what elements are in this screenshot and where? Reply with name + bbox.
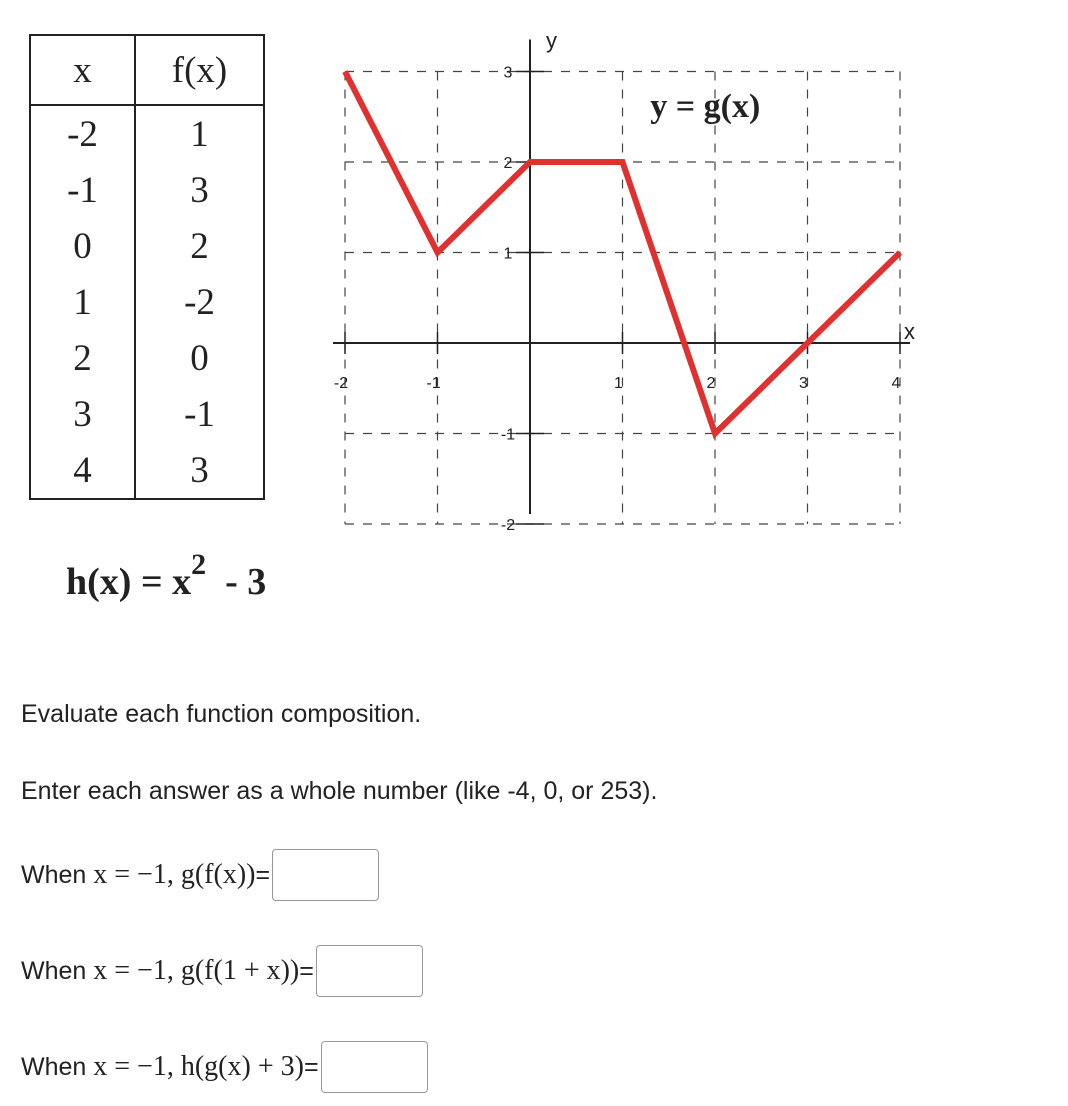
h-function (66, 548, 267, 604)
table-row (30, 442, 264, 499)
y-axis-label: y (546, 28, 557, 53)
question-2-equals: = (299, 956, 314, 985)
g-graph (300, 20, 920, 560)
question-1-equals: = (255, 860, 271, 889)
question-2 (21, 945, 423, 997)
x-tick-label: 2 (706, 375, 716, 392)
table-cell-x: 0 (73, 225, 92, 267)
function-table (29, 34, 265, 500)
x-tick-label: -2 (333, 375, 349, 392)
h-function-constant: - 3 (225, 561, 267, 603)
question-1-prefix: When (21, 860, 87, 889)
x-tick-label: 3 (799, 375, 808, 392)
table-row (30, 162, 264, 218)
x-tick-label: -1 (426, 375, 441, 392)
table-cell-x: -2 (67, 113, 98, 155)
question-3-equals: = (303, 1052, 319, 1081)
y-tick-label: 2 (503, 155, 513, 172)
table-cell-x: 2 (73, 337, 92, 379)
instruction-line-2: Enter each answer as a whole number (like -4, 0, or 253). (21, 777, 658, 805)
table-cell-fx: -2 (135, 274, 264, 330)
table-header-x: x (30, 35, 135, 105)
table-cell-fx: 3 (135, 162, 264, 218)
y-tick-label: 3 (503, 64, 513, 82)
answer-1-input[interactable] (272, 849, 379, 901)
question-2-expression: x = −1, g(f(1 + x)) (93, 955, 300, 986)
function-label: y = g(x) (650, 87, 761, 125)
table-cell-fx: 0 (135, 330, 264, 386)
table-cell-x: -1 (67, 169, 98, 211)
h-function-base: h(x) = x (66, 561, 192, 603)
question-3 (21, 1041, 428, 1093)
question-1-expression: x = −1, g(f(x)) (93, 859, 256, 890)
answer-3-input[interactable] (321, 1041, 428, 1093)
table-cell-fx: -1 (135, 386, 264, 442)
table-row (30, 386, 264, 442)
table-cell-x: 3 (73, 393, 92, 435)
x-tick-label: 4 (891, 375, 901, 392)
table-row (30, 218, 264, 274)
table-header-fx: f(x) (135, 35, 264, 105)
question-3-expression: x = −1, h(g(x) + 3) (93, 1051, 304, 1082)
y-tick-label: -1 (500, 426, 516, 444)
y-tick-label: -2 (500, 517, 516, 534)
table-cell-fx: 2 (135, 218, 264, 274)
instruction-line-1: Evaluate each function composition. (21, 700, 422, 728)
table-cell-fx: 3 (135, 442, 264, 499)
table-row (30, 274, 264, 330)
y-tick-label: 1 (503, 245, 513, 263)
table-cell-fx: 1 (135, 105, 264, 162)
question-2-prefix: When (21, 956, 87, 985)
answer-2-input[interactable] (316, 945, 423, 997)
table-cell-x: 4 (73, 449, 92, 491)
table-row (30, 330, 264, 386)
x-axis-label: x (904, 319, 915, 344)
question-3-prefix: When (21, 1052, 87, 1081)
question-1 (21, 849, 379, 901)
x-tick-label: 1 (614, 375, 623, 392)
table-cell-x: 1 (73, 281, 92, 323)
h-function-exponent: 2 (191, 548, 207, 581)
table-row (30, 105, 264, 162)
